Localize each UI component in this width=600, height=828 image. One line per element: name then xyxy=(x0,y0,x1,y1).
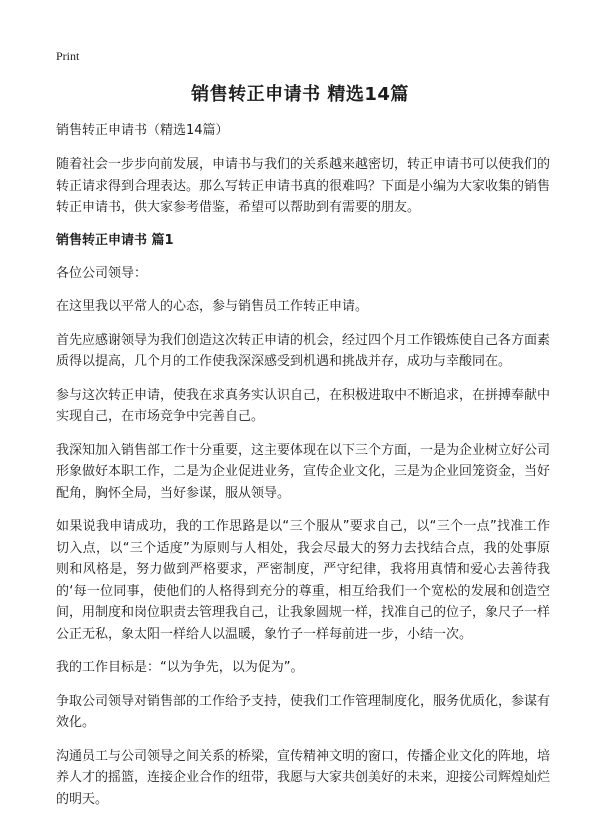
article-body xyxy=(56,121,550,822)
print-link[interactable]: Print xyxy=(56,49,80,63)
section-heading: 销售转正申请书 篇1 xyxy=(56,232,174,248)
intro-paragraph: 随着社会一步步向前发展，申请书与我们的关系越来越密切，转正申请书可以使我们的转正请求得到合理表达。那么写转正申请书真的很难吗？下面是小编为大家收集的销售转正申请书，供大家参考借鉴，希望可以帮助到有需要的朋友。 xyxy=(56,157,551,215)
body-paragraph: 我深知加入销售部工作十分重要，这主要体现在以下三个方面，一是为企业树立好公司形象做好本职工作，二是为企业促进业务，宣传企业文化，三是为企业回笼资金，当好配角，胸怀全局，当好参谋，服从领导。 xyxy=(56,442,551,501)
body-paragraph: 我的工作目标是：“以为争先，以为促为”。 xyxy=(56,660,304,675)
body-paragraph: 参与这次转正申请，使我在求真务实认识自己，在积极进取中不断追求，在拼搏奉献中实现自己，在市场竞争中完善自己。 xyxy=(56,387,551,424)
body-paragraph: 如果说我申请成功，我的工作思路是以“三个服从”要求自己，以“三个一点”找准工作切入点，以“三个适度”为原则与人相处，我会尽最大的努力去找结合点，我的处事原则和风格是，努力做到严格要求，严密制度，严守纪律，我将用真情和爱心去善待我的‘每一位同事，使他们的人格得到充分的尊重，相互给我们一个宽松的发展和创造空间，用制度和岗位职责去管理我自己，让我象圆规一样，找准自己的位子，象尺子一样公正无私，象太阳一样给人以温暖，象竹子一样每前进一步，小结一次。 xyxy=(56,519,551,642)
body-paragraph: 在这里我以平常人的心态，参与销售员工作转正申请。 xyxy=(56,299,369,314)
body-paragraph: 争取公司领导对销售部的工作给予支持，使我们工作管理制度化，服务优质化，参谋有效化。 xyxy=(56,693,551,730)
salutation: 各位公司领导： xyxy=(56,265,148,281)
body-paragraph: 沟通员工与公司领导之间关系的桥梁，宣传精神文明的窗口，传播企业文化的阵地，培养人才的摇篮，连接企业合作的纽带，我愿与大家共创美好的未来，迎接公司辉煌灿烂的明天。 xyxy=(56,748,551,807)
body-paragraph: 首先应感谢领导为我们创造这次转正申请的机会，经过四个月工作锻炼使自己各方面素质得以提高，几个月的工作使我深深感受到机遇和挑战并存，成功与幸酸同在。 xyxy=(56,332,551,369)
document-subtitle: 销售转正申请书（精选14篇） xyxy=(56,123,229,138)
page-title: 销售转正申请书 精选14篇 xyxy=(191,84,409,105)
